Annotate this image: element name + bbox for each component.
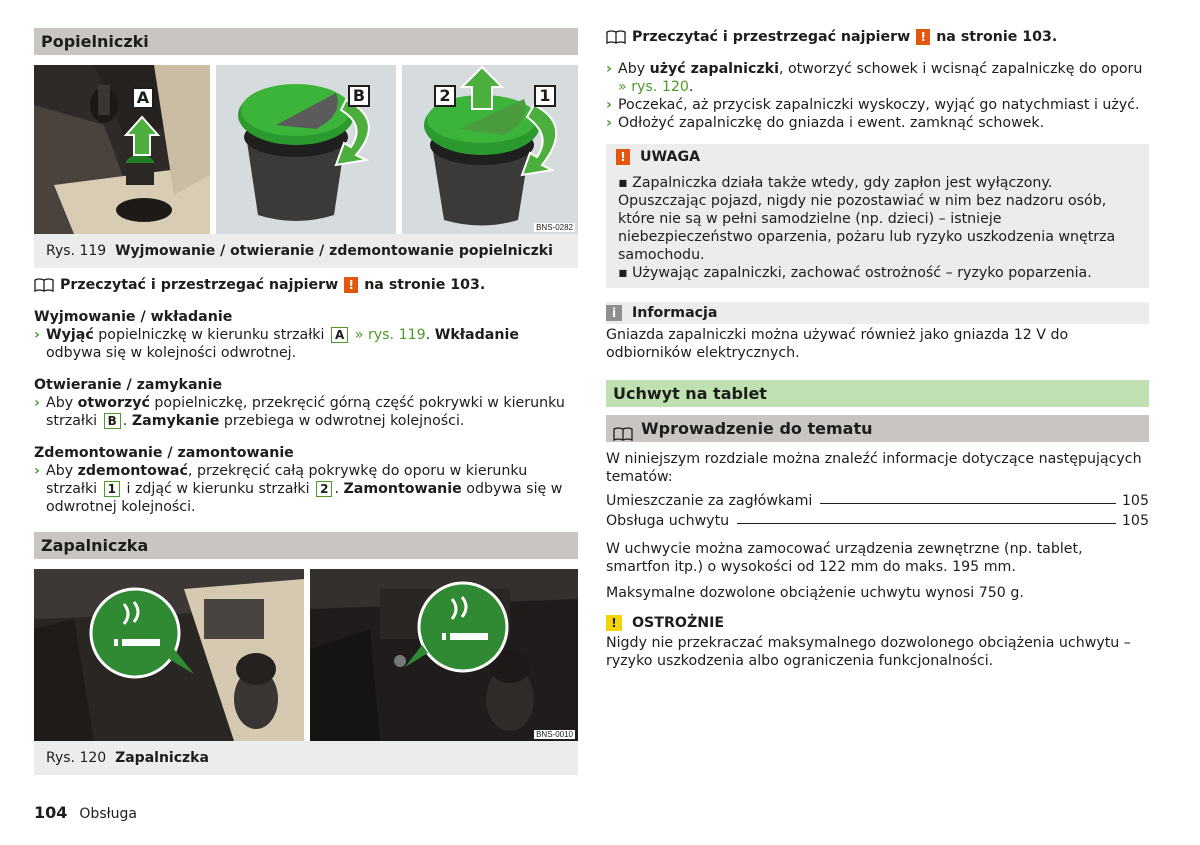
paragraph: W uchwycie można zamocować urządzenia zewnętrzne (np. tablet, smartfon itp.) o wysokości od 122 mm do maks. 195 mm. bbox=[606, 541, 1083, 575]
text: , otworzyć schowek i wcisnąć zapalniczkę do oporu bbox=[778, 61, 1143, 77]
text: Odłożyć zapalniczkę do gniazda i ewent. zamknąć schowek. bbox=[618, 115, 1045, 131]
section-heading-lighter: Zapalniczka bbox=[34, 532, 578, 559]
info-title: Informacja bbox=[632, 305, 718, 321]
info-title-row bbox=[606, 302, 1149, 324]
callout-a: A bbox=[132, 87, 154, 109]
bold-term: otworzyć bbox=[77, 395, 150, 411]
caution-block bbox=[606, 614, 1149, 670]
info-text: Gniazda zapalniczki można używać również jako gniazda 12 V do odbiorników elektrycznych. bbox=[606, 327, 1069, 361]
text: , przekręcić całą pokrywkę do oporu w kierunku strzałki bbox=[46, 463, 528, 497]
caution-title-row bbox=[606, 614, 1149, 632]
book-icon bbox=[34, 278, 54, 292]
toc-label: Umieszczanie za zagłówkami bbox=[606, 493, 813, 509]
chevron-right-icon: › bbox=[34, 327, 40, 343]
bold-term: Wyjąć bbox=[46, 327, 94, 343]
chevron-right-icon: › bbox=[606, 61, 612, 77]
figure-caption bbox=[34, 741, 578, 775]
right-column bbox=[606, 28, 1149, 670]
list-item bbox=[606, 60, 1149, 96]
figure-link[interactable]: » rys. 119 bbox=[354, 327, 426, 343]
text: odbywa się w odwrotnej kolejności. bbox=[46, 481, 563, 515]
chevron-right-icon: › bbox=[606, 97, 612, 113]
toc-row[interactable] bbox=[606, 492, 1149, 510]
caption-title: Zapalniczka bbox=[115, 750, 209, 766]
list-item bbox=[606, 96, 1149, 114]
bold-term: zdemontować bbox=[77, 463, 188, 479]
warning-title-row bbox=[606, 144, 1149, 170]
figure-caption bbox=[34, 234, 578, 268]
book-icon bbox=[606, 30, 626, 44]
chevron-right-icon: › bbox=[606, 115, 612, 131]
caption-number: Rys. 120 bbox=[46, 750, 107, 766]
toc-page: 105 bbox=[1121, 513, 1149, 529]
bold-term: Zamontowanie bbox=[343, 481, 462, 497]
list-item: ▪ Zapalniczka działa także wtedy, gdy zapłon jest wyłączony. Opuszczając pojazd, nigdy nie pozostawiać w nim bez nadzoru osób, które nie są w pełni samodzielne (np. dzieci) – istnieje niebezpieczeństwo oparzenia, pożaru lub ryzyko uszkodzenia wnętrza samochodu. bbox=[618, 175, 1116, 263]
page-footer bbox=[34, 804, 137, 823]
caption-title: Wyjmowanie / otwieranie / zdemontowanie popielniczki bbox=[115, 243, 553, 259]
intro-text: W niniejszym rozdziale można znaleźć informacje dotyczące następujących tematów: bbox=[606, 451, 1142, 485]
text: Aby bbox=[46, 395, 78, 411]
read-prefix: Przeczytać i przestrzegać najpierw bbox=[632, 29, 911, 45]
text: Poczekać, aż przycisk zapalniczki wyskoczy, wyjąć go natychmiast i użyć. bbox=[618, 97, 1140, 113]
list-item bbox=[34, 326, 578, 362]
info-block bbox=[606, 302, 1149, 362]
left-column bbox=[34, 28, 578, 775]
paragraph: Maksymalne dozwolone obciążenie uchwytu wynosi 750 g. bbox=[606, 585, 1024, 601]
callout-ref-1: 1 bbox=[104, 481, 120, 497]
text: przebiega w odwrotnej kolejności. bbox=[219, 413, 465, 429]
callout-ref-2: 2 bbox=[316, 481, 332, 497]
ashtray-illustration-open bbox=[216, 65, 396, 234]
chevron-right-icon: › bbox=[34, 395, 40, 411]
caution-text: Nigdy nie przekraczać maksymalnego dozwolonego obciążenia uchwytu – ryzyko uszkodzenia albo ograniczenia funkcjonalności. bbox=[606, 635, 1131, 669]
read-first-note bbox=[34, 276, 578, 294]
chevron-right-icon: › bbox=[34, 463, 40, 479]
callout-1: 1 bbox=[534, 85, 556, 107]
lighter-steps bbox=[606, 60, 1149, 132]
text: . bbox=[425, 327, 435, 343]
bold-term: Zamykanie bbox=[131, 413, 220, 429]
text: . bbox=[122, 413, 132, 429]
lighter-photo-beige bbox=[34, 569, 304, 741]
warning-icon: ! bbox=[616, 149, 630, 165]
toc-leader bbox=[737, 523, 1116, 524]
toc-label: Obsługa uchwytu bbox=[606, 513, 730, 529]
text: . bbox=[688, 79, 694, 95]
footer-section: Obsługa bbox=[79, 806, 137, 822]
list-item: ▪ Używając zapalniczki, zachować ostrożność – ryzyko poparzenia. bbox=[618, 265, 1092, 281]
figure-lighter-images bbox=[34, 569, 578, 741]
caution-title: OSTROŻNIE bbox=[632, 615, 725, 631]
page-number: 104 bbox=[34, 803, 68, 822]
text: i zdjąć w kierunku strzałki bbox=[122, 481, 315, 497]
text: popielniczkę w kierunku strzałki bbox=[93, 327, 329, 343]
figure-ashtray bbox=[34, 65, 578, 268]
text: popielniczkę, przekręcić górną część pokrywki w kierunku strzałki bbox=[46, 395, 565, 429]
text: Aby bbox=[46, 463, 78, 479]
info-icon: i bbox=[606, 305, 622, 321]
callout-ref-b: B bbox=[104, 413, 121, 429]
list-item bbox=[606, 114, 1149, 132]
read-suffix: na stronie 103. bbox=[936, 29, 1058, 45]
callout-b: B bbox=[348, 85, 370, 107]
subheading-remove-insert: Wyjmowanie / wkładanie bbox=[34, 309, 233, 325]
toc-list bbox=[606, 492, 1149, 530]
figure-ashtray-images bbox=[34, 65, 578, 234]
subheading-open-close: Otwieranie / zamykanie bbox=[34, 377, 223, 393]
caution-icon: ! bbox=[606, 615, 622, 631]
figure-code: BNS-0010 bbox=[536, 730, 573, 739]
toc-row[interactable] bbox=[606, 512, 1149, 530]
warning-list bbox=[616, 174, 1139, 282]
ashtray-photo-interior bbox=[34, 65, 210, 234]
intro-heading bbox=[606, 415, 1149, 442]
warning-title: UWAGA bbox=[640, 149, 701, 165]
text: odbywa się w kolejności odwrotnej. bbox=[46, 345, 297, 361]
bold-term: Wkładanie bbox=[434, 327, 519, 343]
list-item bbox=[34, 394, 578, 430]
list-item bbox=[34, 462, 578, 516]
book-icon bbox=[613, 422, 633, 436]
warning-icon: ! bbox=[916, 29, 930, 45]
section-heading-tablet: Uchwyt na tablet bbox=[606, 380, 1149, 407]
ashtray-illustration-removal bbox=[402, 65, 578, 234]
figure-lighter bbox=[34, 569, 578, 775]
figure-code: BNS-0282 bbox=[536, 223, 573, 232]
figure-link[interactable]: » rys. 120 bbox=[618, 79, 689, 95]
read-first-note bbox=[606, 28, 1149, 46]
toc-page: 105 bbox=[1121, 493, 1149, 509]
warning-box bbox=[606, 144, 1149, 288]
warning-icon: ! bbox=[344, 277, 358, 293]
read-prefix: Przeczytać i przestrzegać najpierw bbox=[60, 277, 339, 293]
text: . bbox=[334, 481, 344, 497]
lighter-photo-dark bbox=[310, 569, 578, 741]
caption-number: Rys. 119 bbox=[46, 243, 107, 259]
bold-term: użyć zapalniczki bbox=[649, 61, 779, 77]
intro-heading-text: Wprowadzenie do tematu bbox=[641, 419, 873, 438]
toc-leader bbox=[820, 503, 1116, 504]
subheading-dismount-mount: Zdemontowanie / zamontowanie bbox=[34, 445, 294, 461]
callout-ref-a: A bbox=[331, 327, 348, 343]
callout-2: 2 bbox=[434, 85, 456, 107]
text: Aby bbox=[618, 61, 650, 77]
read-suffix: na stronie 103. bbox=[364, 277, 486, 293]
section-heading-ashtray: Popielniczki bbox=[34, 28, 578, 55]
